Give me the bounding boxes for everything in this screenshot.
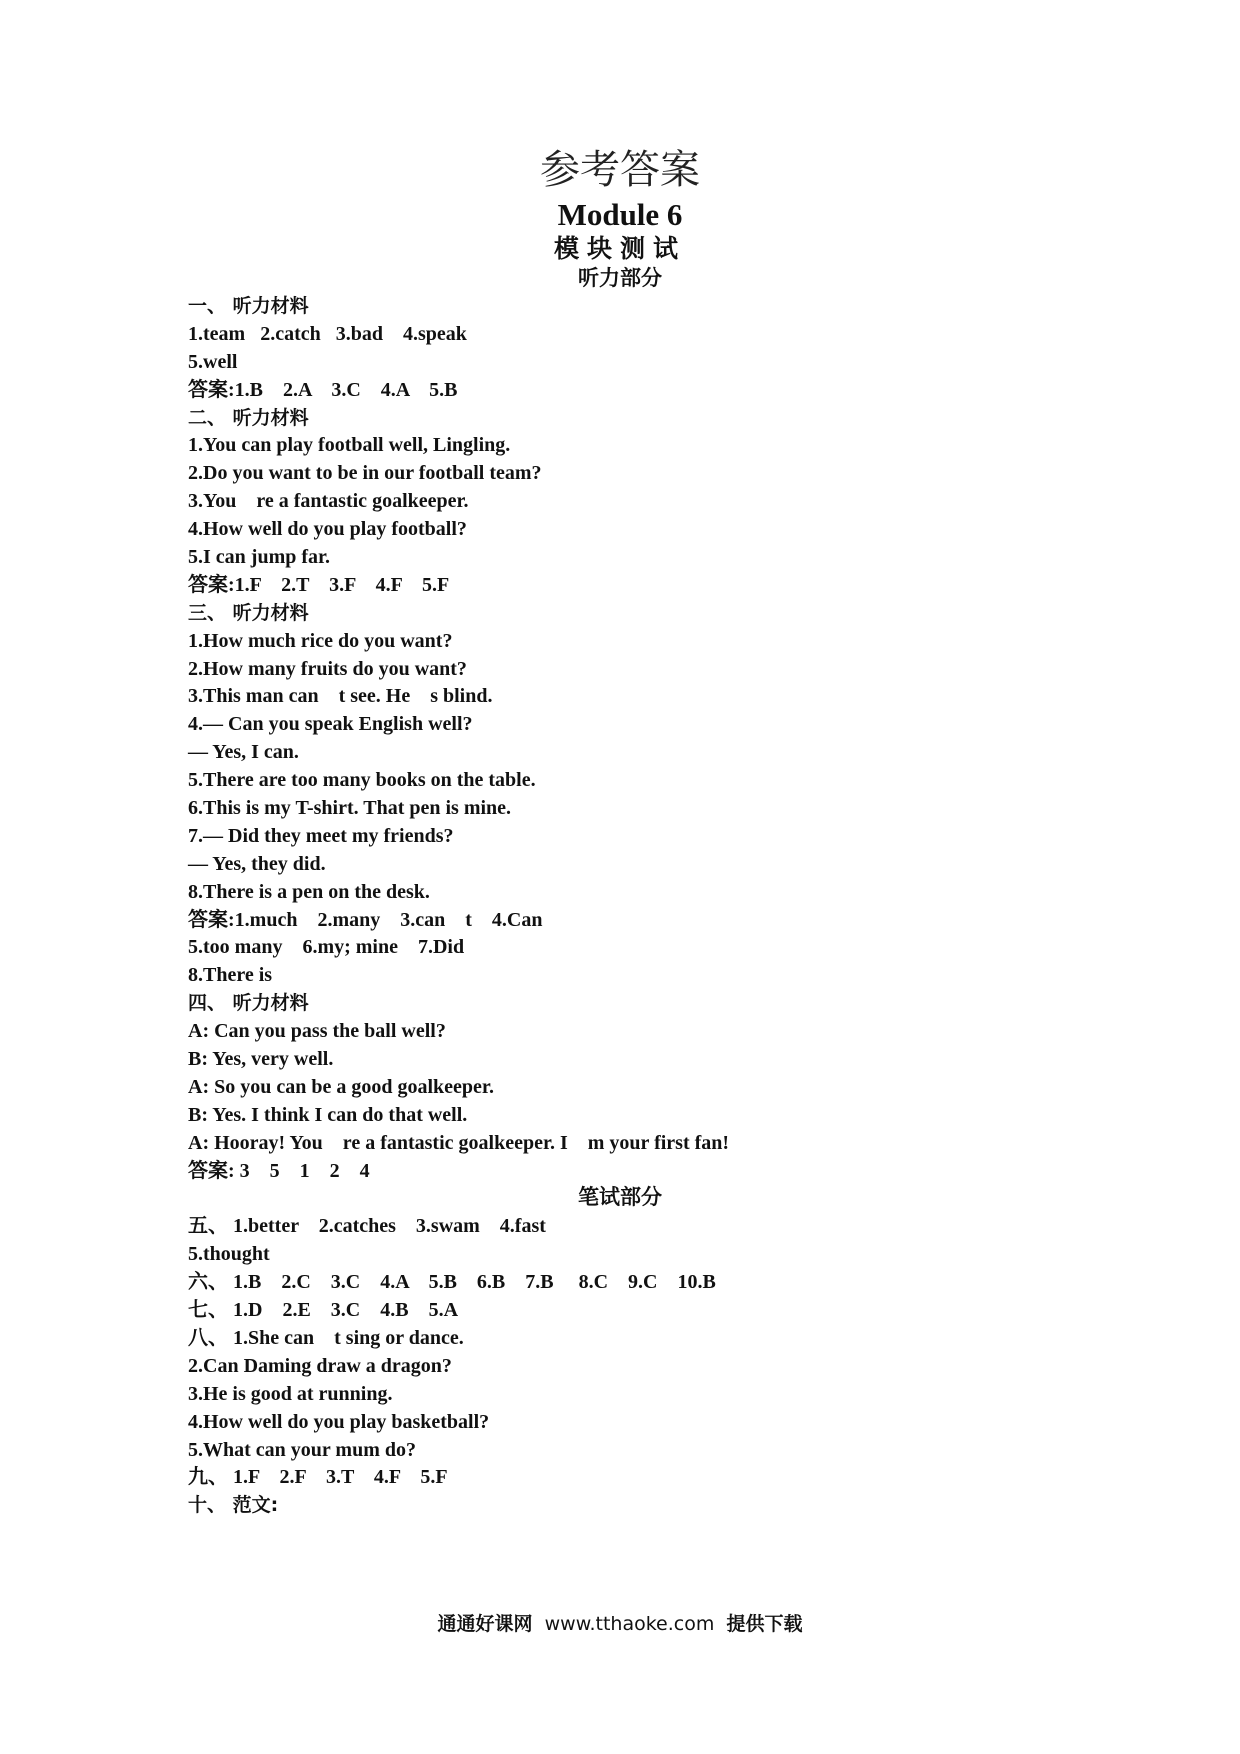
written-line: 七、 1.D 2.E 3.C 4.B 5.A — [188, 1299, 459, 1322]
written-line: 5.thought — [188, 1243, 270, 1266]
listening-line: 8.There is a pen on the desk. — [188, 880, 430, 903]
written-line: 十、 范文: — [188, 1494, 279, 1517]
listening-line: 四、 听力材料 — [188, 992, 309, 1015]
listening-line: 5.too many 6.my; mine 7.Did — [188, 936, 465, 959]
listening-line: 答案:1.much 2.many 3.can t 4.Can — [188, 908, 543, 931]
listening-line: A: Can you pass the ball well? — [188, 1020, 446, 1043]
listening-section-title: 听力部分 — [578, 266, 662, 290]
footer — [0, 1612, 1240, 1636]
listening-line: 2.Do you want to be in our football team? — [188, 462, 542, 485]
listening-line: 5.well — [188, 350, 238, 373]
written-section-title: 笔试部分 — [578, 1185, 662, 1209]
listening-line: 三、 听力材料 — [188, 601, 309, 624]
listening-line: 一、 听力材料 — [188, 295, 309, 317]
listening-line: B: Yes. I think I can do that well. — [188, 1103, 468, 1126]
listening-line: 2.How many fruits do you want? — [188, 657, 467, 680]
listening-line: A: So you can be a good goalkeeper. — [188, 1075, 494, 1098]
written-line: 八、 1.She can t sing or dance. — [188, 1326, 464, 1349]
document-title: 参考答案 — [540, 147, 700, 193]
listening-line: 5.I can jump far. — [188, 546, 331, 569]
listening-line: 4.How well do you play football? — [188, 518, 467, 541]
written-line: 3.He is good at running. — [188, 1382, 393, 1405]
listening-line: 3.You re a fantastic goalkeeper. — [188, 490, 469, 513]
footer-site: www.tthaoke.com — [544, 1613, 715, 1635]
listening-line: 二、 听力材料 — [188, 406, 309, 429]
listening-line: 答案: 3 5 1 2 4 — [188, 1159, 370, 1182]
listening-line: 1.team 2.catch 3.bad 4.speak — [188, 322, 467, 345]
listening-line: B: Yes, very well. — [188, 1048, 334, 1071]
listening-line: 5.There are too many books on the table. — [188, 769, 536, 792]
written-line: 2.Can Daming draw a dragon? — [188, 1354, 452, 1377]
module-title: Module 6 — [557, 197, 683, 232]
listening-line: — Yes, I can. — [188, 741, 299, 764]
written-line: 九、 1.F 2.F 3.T 4.F 5.F — [188, 1466, 448, 1489]
footer-left: 通通好课网 — [437, 1613, 533, 1635]
footer-right: 提供下载 — [726, 1613, 803, 1635]
listening-line: 3.This man can t see. He s blind. — [188, 685, 493, 708]
listening-line: — Yes, they did. — [188, 852, 326, 875]
written-line: 五、 1.better 2.catches 3.swam 4.fast — [188, 1215, 546, 1238]
listening-line: 1.How much rice do you want? — [188, 629, 453, 652]
listening-line: 7.— Did they meet my friends? — [188, 824, 454, 847]
answer-lines — [188, 293, 1188, 1520]
test-title: 模块测试 — [553, 234, 686, 263]
listening-line: 6.This is my T-shirt. That pen is mine. — [188, 797, 512, 820]
written-line: 4.How well do you play basketball? — [188, 1410, 490, 1433]
listening-line: A: Hooray! You re a fantastic goalkeeper. I m your first fan! — [188, 1131, 730, 1154]
listening-line: 答案:1.F 2.T 3.F 4.F 5.F — [188, 573, 450, 596]
written-line: 5.What can your mum do? — [188, 1438, 416, 1461]
listening-line: 答案:1.B 2.A 3.C 4.A 5.B — [188, 378, 458, 401]
listening-line: 1.You can play football well, Lingling. — [188, 434, 511, 457]
listening-line: 4.— Can you speak English well? — [188, 713, 473, 736]
written-line: 六、 1.B 2.C 3.C 4.A 5.B 6.B 7.B 8.C 9.C 10.B — [188, 1271, 716, 1294]
listening-line: 8.There is — [188, 964, 273, 987]
